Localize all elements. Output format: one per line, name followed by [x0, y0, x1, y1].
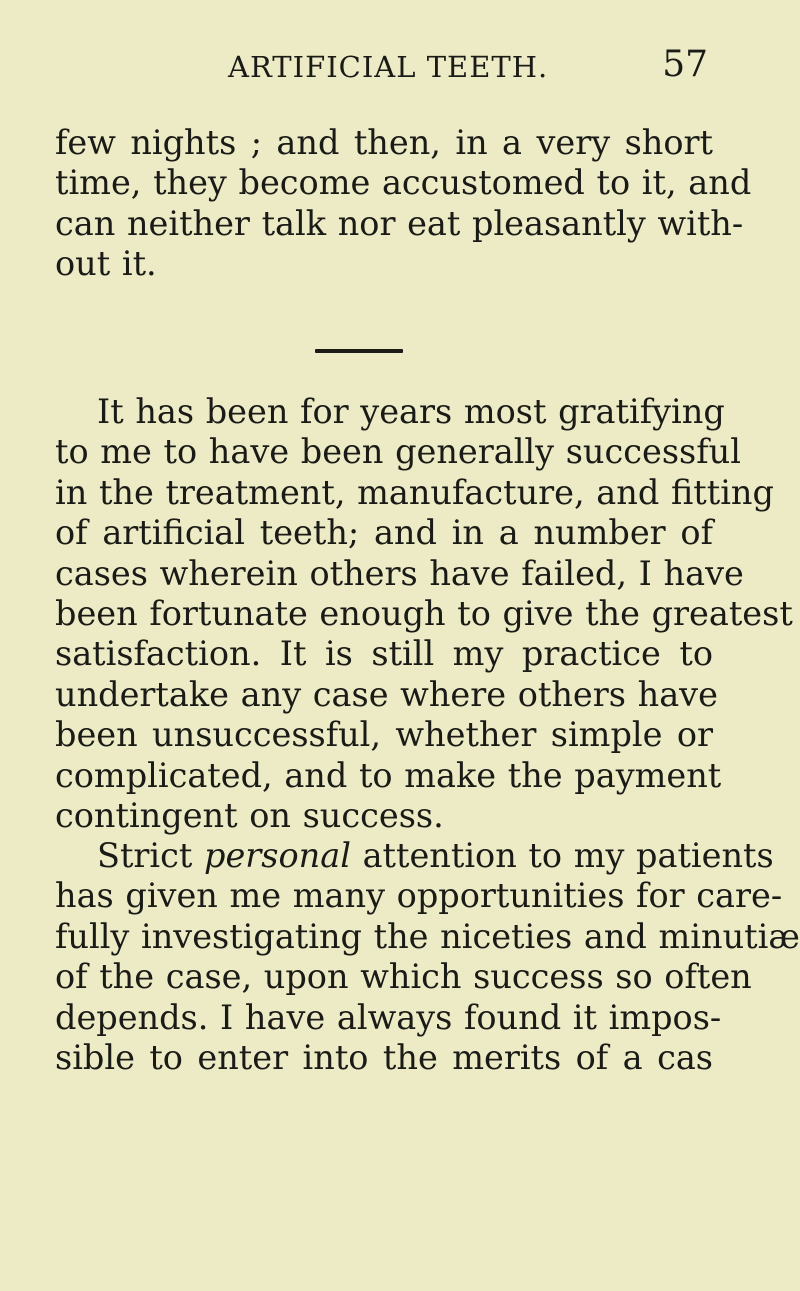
text-line: can neither talk nor eat pleasantly with- [55, 203, 744, 243]
emphasized-word: personal [204, 836, 351, 875]
section-divider-rule [315, 349, 403, 353]
text-line: It has been for years most gratifying [97, 392, 725, 431]
paragraph-practice [55, 392, 793, 836]
text-line: satisfaction. It is still my practice to [55, 634, 713, 674]
text-line [55, 836, 774, 876]
text-line: cases wherein others have failed, I have [55, 553, 744, 593]
running-head-title: ARTIFICIAL TEETH. [228, 50, 549, 84]
text-line: sible to enter into the merits of a cas [55, 1038, 713, 1078]
text-line: contingent on success. [55, 796, 444, 836]
text-fragment: Strict [97, 836, 205, 875]
text-line: depends. I have always found it impos- [55, 997, 722, 1037]
text-line: undertake any case where others have [55, 674, 718, 714]
text-line: few nights ; and then, in a very short [55, 123, 713, 162]
paragraph-continued [55, 123, 752, 285]
text-line: to me to have been generally successful [55, 432, 741, 472]
text-fragment: attention to my patients [350, 836, 774, 875]
running-head [228, 44, 708, 90]
text-line: time, they become accustomed to it, and [55, 163, 752, 203]
text-line: been unsuccessful, whether simple or [55, 715, 713, 755]
page-number: 57 [662, 44, 708, 85]
text-line: in the treatment, manufacture, and fitting [55, 472, 774, 512]
text-line: of the case, upon which success so often [55, 957, 752, 997]
text-line: complicated, and to make the payment [55, 755, 722, 795]
paragraph-attention [55, 836, 800, 1078]
text-line: out it. [55, 244, 157, 284]
text-line: fully investigating the niceties and minutiæ [55, 916, 800, 956]
text-line: has given me many opportunities for care- [55, 876, 783, 916]
text-line: been fortunate enough to give the greatest [55, 594, 793, 634]
text-line: of artificial teeth; and in a number of [55, 513, 713, 553]
